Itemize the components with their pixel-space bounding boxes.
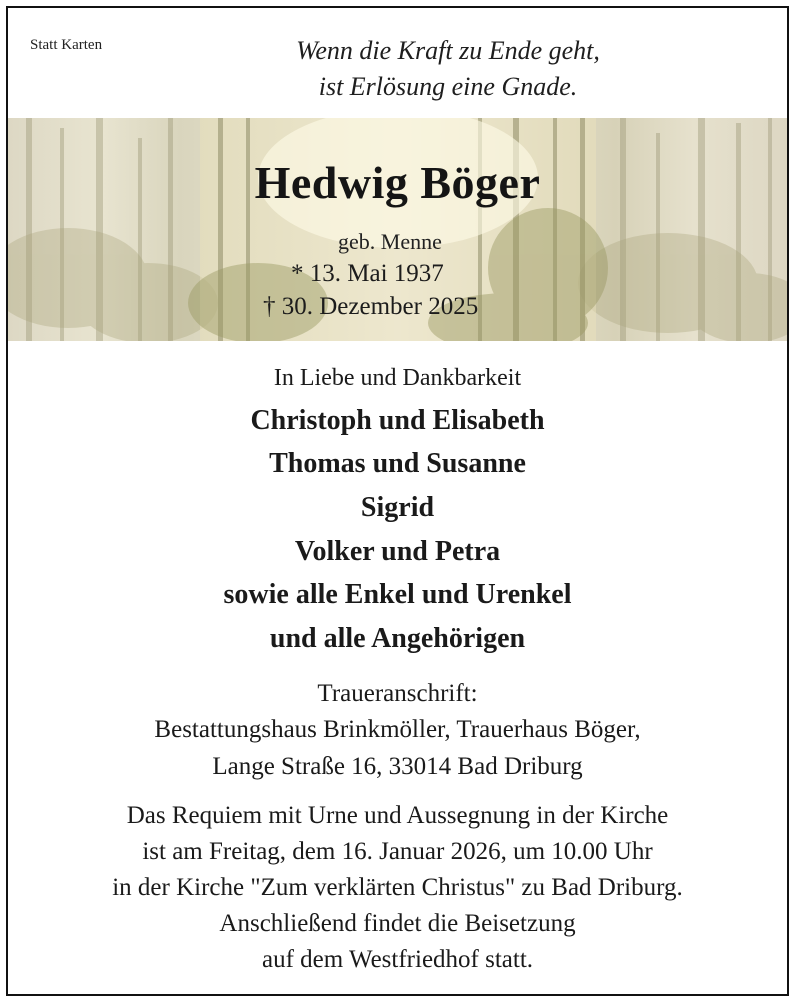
mourner-line: und alle Angehörigen xyxy=(269,623,526,654)
forest-banner xyxy=(8,118,787,341)
motto-line-2: ist Erlösung eine Gnade. xyxy=(318,72,578,101)
statt-karten-label: Statt Karten xyxy=(30,37,103,53)
service-line: Das Requiem mit Urne und Aussegnung in der Kirche xyxy=(126,802,669,829)
obituary-notice xyxy=(6,6,789,996)
motto-line-1: Wenn die Kraft zu Ende geht, xyxy=(296,36,600,65)
mourner-line: Christoph und Elisabeth xyxy=(250,405,545,436)
mourner-line: Volker und Petra xyxy=(294,536,501,567)
address-line-1: Bestattungshaus Brinkmöller, Trauerhaus Böger, xyxy=(154,716,641,743)
service-line: auf dem Westfriedhof statt. xyxy=(261,946,534,973)
service-line: in der Kirche "Zum verklärten Christus" zu Bad Driburg. xyxy=(112,874,683,901)
address-line-2: Lange Straße 16, 33014 Bad Driburg xyxy=(212,753,583,780)
service-line: Anschließend findet die Beisetzung xyxy=(219,910,576,937)
mourner-line: Thomas und Susanne xyxy=(269,448,526,479)
service-line: ist am Freitag, dem 16. Januar 2026, um 10.00 Uhr xyxy=(142,838,653,865)
maiden-name: geb. Menne xyxy=(338,229,442,254)
mourner-line: Sigrid xyxy=(360,492,435,523)
deceased-name: Hedwig Böger xyxy=(254,157,541,208)
address-label: Traueranschrift: xyxy=(317,680,478,707)
intro-text: In Liebe und Dankbarkeit xyxy=(273,365,522,391)
mourner-line: sowie alle Enkel und Urenkel xyxy=(223,579,572,610)
motto-quote xyxy=(148,33,748,105)
death-date: † 30. Dezember 2025 xyxy=(263,293,479,320)
birth-date: * 13. Mai 1937 xyxy=(291,260,444,287)
